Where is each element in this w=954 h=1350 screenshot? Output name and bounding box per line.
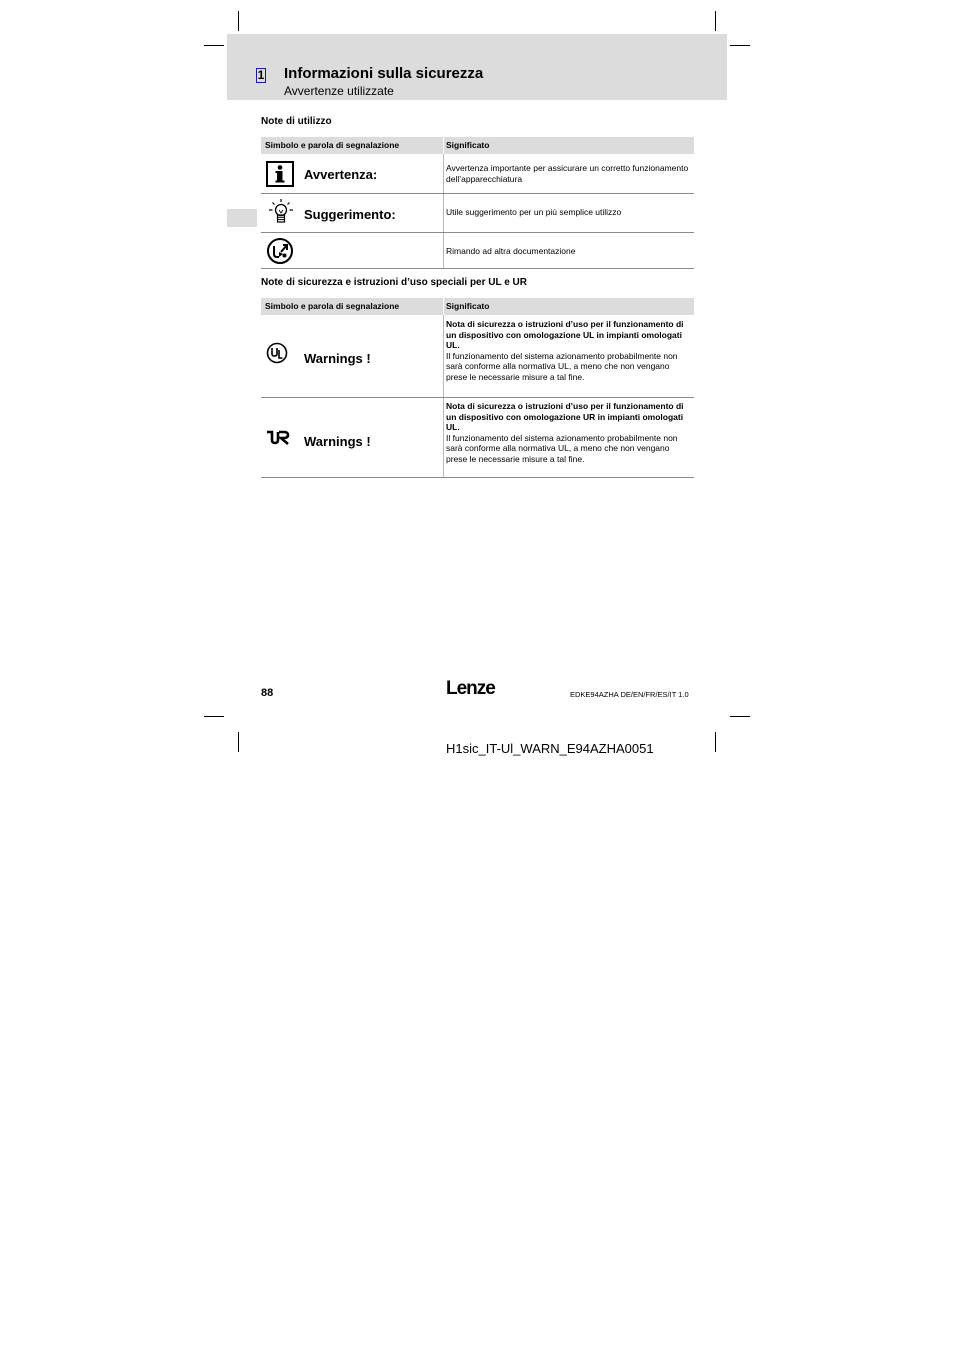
- meaning-text: Utile suggerimento per un più semplice utilizzo: [446, 207, 622, 217]
- page-subtitle: Avvertenze utilizzate: [284, 84, 394, 98]
- meaning-body-text: Il funzionamento del sistema azionamento probabilmente non sarà conforme alla normativa UL, a meno che non vengano prese le necessarie misure a tal fine.: [446, 432, 678, 464]
- meaning-text: [446, 319, 691, 382]
- crop-mark: [715, 732, 716, 752]
- ur-mark-icon: [266, 430, 290, 451]
- crop-mark: [730, 716, 750, 717]
- chapter-number: 1: [257, 68, 265, 82]
- usage-notes-table: [261, 137, 694, 269]
- page-title: Informazioni sulla sicurezza: [284, 65, 484, 82]
- table-row: [261, 233, 694, 269]
- crop-mark: [730, 45, 750, 46]
- info-icon: [266, 161, 294, 192]
- meaning-body-text: Il funzionamento del sistema azionamento probabilmente non sarà conforme alla normativa UL, a meno che non vengano prese le necessarie misure a tal fine.: [446, 350, 678, 382]
- brand-logo: Lenze: [446, 678, 495, 699]
- column-header-symbol: Simbolo e parola di segnalazione: [265, 301, 400, 311]
- meaning-bold-text: Nota di sicurezza o istruzioni d’uso per il funzionamento di un dispositivo con omologazione UL in impianti omologati UL.: [446, 319, 684, 350]
- column-header-meaning: Significato: [446, 140, 490, 150]
- table-row: [261, 194, 694, 233]
- table-header: [261, 298, 694, 315]
- crop-mark: [715, 11, 716, 31]
- page-number: 88: [261, 687, 274, 699]
- signal-word-suggerimento: Suggerimento:: [304, 207, 396, 222]
- meaning-text: Avvertenza importante per assicurare un corretto funzionamento dell’apparecchiatura: [446, 163, 689, 184]
- reference-icon: [266, 237, 294, 270]
- meaning-bold-text: Nota di sicurezza o istruzioni d’uso per il funzionamento di un dispositivo con omologazione UR in impianti omologati UL.: [446, 401, 684, 432]
- ul-ur-notes-table: [261, 298, 694, 478]
- ul-mark-icon: [266, 342, 288, 369]
- column-header-meaning: Significato: [446, 301, 490, 311]
- crop-mark: [204, 716, 224, 717]
- file-reference: H1sic_IT-Ul_WARN_E94AZHA0051: [446, 741, 654, 756]
- meaning-text: [446, 401, 691, 464]
- table-row: [261, 315, 694, 398]
- signal-word-avvertenza: Avvertenza:: [304, 167, 378, 182]
- crop-mark: [238, 11, 239, 31]
- side-tab: [227, 209, 257, 227]
- crop-mark: [238, 732, 239, 752]
- column-header-symbol: Simbolo e parola di segnalazione: [265, 140, 400, 150]
- signal-word-warnings: Warnings !: [304, 434, 371, 449]
- signal-word-warnings: Warnings !: [304, 351, 371, 366]
- table-row: [261, 154, 694, 194]
- table-header: [261, 137, 694, 154]
- meaning-text: Rimando ad altra documentazione: [446, 246, 576, 256]
- table-row: [261, 398, 694, 478]
- document-code: EDKE94AZHA DE/EN/FR/ES/IT 1.0: [570, 690, 689, 699]
- section-title-usage-notes: Note di utilizzo: [261, 116, 332, 127]
- crop-mark: [204, 45, 224, 46]
- lightbulb-icon: [266, 198, 296, 231]
- section-title-ul-ur-notes: Note di sicurezza e istruzioni d’uso speciali per UL e UR: [261, 277, 527, 288]
